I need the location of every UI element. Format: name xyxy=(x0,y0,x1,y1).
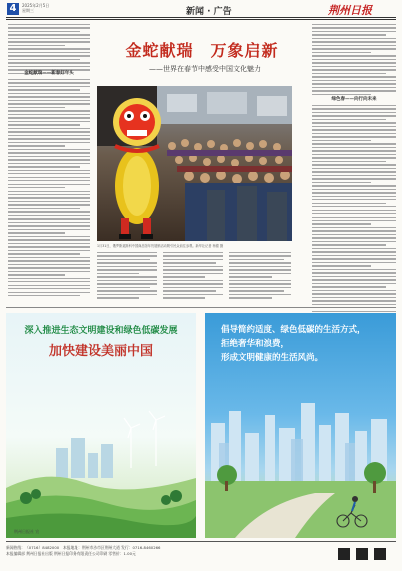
masthead-logo: 荆州日报 xyxy=(328,4,372,17)
ad-sponsor: 荆州日报社 宣 xyxy=(14,529,40,534)
article-text-left xyxy=(8,79,90,296)
article-text-left-top xyxy=(8,24,90,74)
article-text-center-b xyxy=(163,252,223,299)
header-rule xyxy=(6,17,396,18)
article-subtitle: ——世界在春节中感受中国文化魅力 xyxy=(149,65,261,73)
photo-caption: 1月31日，俄罗斯莫斯科中国商品馆年货展销活动吸引民众前往参观。新华社记者 杨德 摄 xyxy=(97,244,224,248)
lion-dance-photo xyxy=(97,86,292,241)
section-title: 新闻 · 广告 xyxy=(186,7,232,17)
subhead-right: 绿色春——向行向未来 xyxy=(331,97,377,102)
qr-code-icon[interactable] xyxy=(374,548,386,560)
ad-headline-red: 加快建设美丽中国 xyxy=(48,344,153,359)
page-number: 4 xyxy=(7,3,19,15)
date-line: 2025年2月5日 xyxy=(22,3,50,8)
footer-line-2: 本报编辑部 荆州日报社出版 荆州日报印务有限责任公司印刷 零售价：1.00元 xyxy=(6,551,136,556)
footer-line-1: 新闻热线：（0716）8482000 本报地址：荆州市沙市区荆州大道 发行：0716-8460266 xyxy=(6,545,161,550)
weekday-line: 星期三 xyxy=(22,8,34,13)
ad-line-2: 拒绝奢华和浪费， xyxy=(221,339,290,349)
article-title: 金蛇献瑞 万象启新 xyxy=(125,41,279,60)
ad-divider xyxy=(6,307,396,308)
article-text-right-top xyxy=(312,24,396,95)
ad-line-3: 形成文明健康的生活风尚。 xyxy=(221,353,324,363)
qr-code-icon[interactable] xyxy=(338,548,350,560)
city-park-illustration xyxy=(205,393,396,538)
eco-landscape-illustration xyxy=(6,408,196,538)
footer-rule xyxy=(6,541,396,542)
green-lifestyle-ad xyxy=(205,313,396,538)
issue-date xyxy=(22,3,49,13)
header-rule-thin xyxy=(6,19,396,20)
article-text-center-a xyxy=(97,252,157,299)
ad-headline-green: 深入推进生态文明建设和绿色低碳发展 xyxy=(24,326,178,336)
subhead-left: 金蛇献瑞——新春好年头 xyxy=(24,71,74,76)
ad-line-1: 倡导简约适度、绿色低碳的生活方式， xyxy=(221,325,366,335)
qr-code-icon[interactable] xyxy=(356,548,368,560)
article-text-center-c xyxy=(229,252,291,299)
eco-civilization-ad xyxy=(6,313,196,538)
